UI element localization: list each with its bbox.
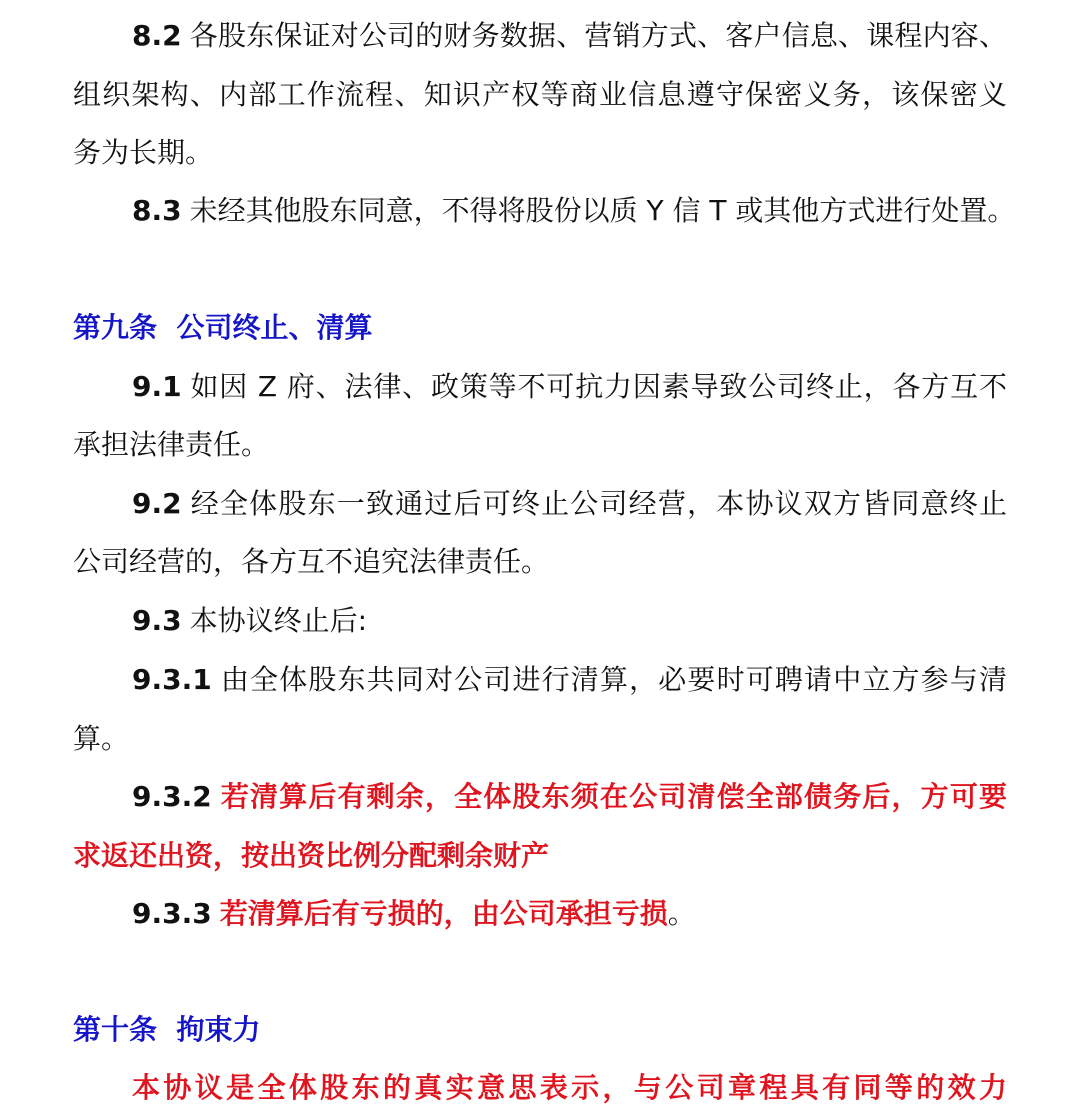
clause-text: 未经其他股东同意，不得将股份以质 Y 信 T 或其他方式进行处置。: [189, 194, 1016, 227]
clause-number: 9.2: [132, 487, 182, 520]
section-heading-text: 第九条 公司终止、清算: [73, 311, 373, 344]
highlighted-clause-text: 本协议是全体股东的真实意思表示，与公司章程具有同等的效力: [132, 1071, 1007, 1104]
trailing-punctuation: 。: [667, 897, 696, 930]
clause-number: 9.3.3: [132, 897, 212, 930]
clause-number: 9.1: [132, 370, 182, 403]
clause-number: 9.3.1: [132, 663, 212, 696]
highlighted-clause-text: 若清算后有剩余，全体股东须在公司清偿全部债务后，方可要: [219, 780, 1007, 813]
clause-9-1-line-1: [132, 358, 1007, 416]
clause-9-3-3-line-1: [132, 885, 1007, 943]
clause-10-line-1: [132, 1059, 1007, 1117]
clause-number: 9.3.2: [132, 780, 212, 813]
clause-9-3-line-1: [132, 592, 1007, 650]
clause-8-3-line-1: [132, 182, 1016, 240]
highlighted-clause-text: 求返还出资，按出资比例分配剩余财产: [73, 839, 550, 872]
clause-text: 务为长期。: [73, 136, 214, 169]
clause-9-2-line-2: [73, 533, 1007, 591]
clause-9-3-2-line-1: [132, 768, 1007, 826]
clause-9-3-1-line-1: [132, 651, 1007, 709]
clause-9-3-2-line-2: [73, 827, 1007, 885]
clause-text: 如因 Z 府、法律、政策等不可抗力因素导致公司终止，各方互不: [189, 370, 1007, 403]
clause-text: 本协议终止后:: [189, 604, 368, 637]
clause-text: 组织架构、内部工作流程、知识产权等商业信息遵守保密义务，该保密义: [73, 78, 1007, 111]
clause-text: 各股东保证对公司的财务数据、营销方式、客户信息、课程内容、: [189, 19, 1007, 52]
clause-8-2-line-3: [73, 124, 1007, 182]
clause-8-2-line-1: [132, 7, 1007, 65]
clause-9-2-line-1: [132, 475, 1007, 533]
clause-number: 8.2: [132, 19, 182, 52]
clause-number: 8.3: [132, 194, 182, 227]
clause-text: 经全体股东一致通过后可终止公司经营，本协议双方皆同意终止: [189, 487, 1007, 520]
clause-text: 公司经营的，各方互不追究法律责任。: [73, 545, 550, 578]
clause-text: 算。: [73, 722, 130, 755]
highlighted-clause-text: 若清算后有亏损的，由公司承担亏损: [219, 897, 668, 930]
clause-text: 承担法律责任。: [73, 428, 270, 461]
section-10-heading: [73, 1001, 1007, 1059]
section-9-heading: [73, 299, 1007, 357]
clause-number: 9.3: [132, 604, 182, 637]
clause-text: 由全体股东共同对公司进行清算，必要时可聘请中立方参与清: [219, 663, 1007, 696]
clause-9-1-line-2: [73, 416, 1007, 474]
clause-8-2-line-2: [73, 66, 1007, 124]
clause-9-3-1-line-2: [73, 710, 1007, 768]
section-heading-text: 第十条 拘束力: [73, 1013, 261, 1046]
